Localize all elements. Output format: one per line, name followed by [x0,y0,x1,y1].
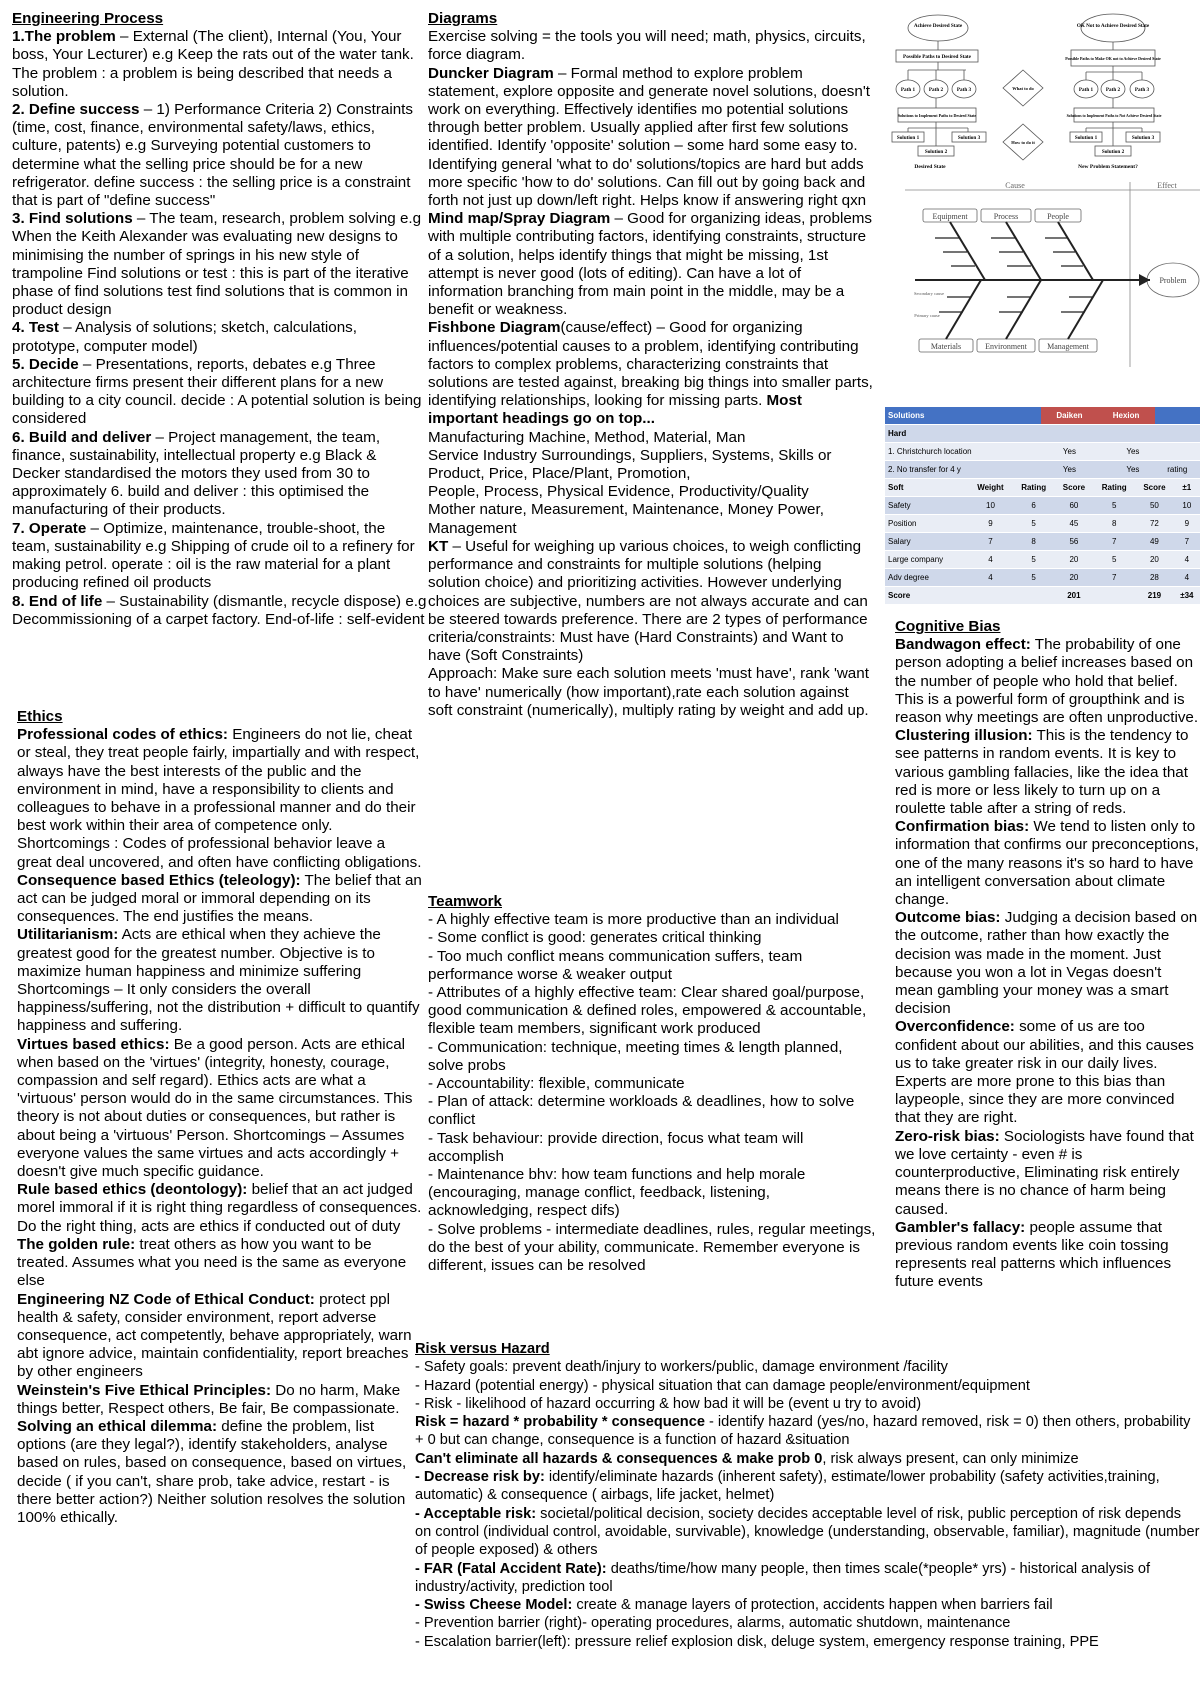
ethics-item-text: Acts are ethical when they achieve the greatest good for the greatest number. Objective is to maximize human happiness and minimize suffering Shortcomings – It only considers the overall happiness/suffering, not the distribution + difficult to quantify happiness and suffering. [17,926,420,1035]
risk-item-text: identify/eliminate hazards (inherent safety), estimate/lower probability (safety activities,training, automatic) & consequence ( airbags, life jacket, helmet) [415,1469,1160,1504]
engineering-step [12,520,427,593]
engineering-step-text: – Sustainability (dismantle, recycle dispose) e.g Decommissioning of a carpet factory. End-of-life : self-evident [12,592,427,628]
kt-cell: 9 [968,515,1012,533]
risk-item [415,1358,1200,1376]
diagrams-section [428,10,875,720]
risk-title: Risk versus Hazard [415,1341,550,1357]
teamwork-item: - Too much conflict means communication suffers, team performance worse & weaker output [428,947,803,983]
risk-item-text: deaths/time/how many people, then times scale(*people* yrs) - historical analysis of industry/activity, prediction tool [415,1560,1151,1595]
risk-item-text: - Prevention barrier (right)- operating procedures, alarms, automatic shutdown, maintenance [415,1615,1011,1632]
mindmap-heading: Mind map/Spray Diagram [428,210,611,228]
ethics-item [17,1418,422,1527]
ethics-item [17,1291,422,1382]
bias-item-heading: Outcome bias: [895,909,1001,927]
solution-3-label: Solution 3 [1131,135,1155,141]
left-goal-label: Achieve Desired State [913,23,963,29]
kt-row [885,515,1200,533]
ethics-item-heading: Virtues based ethics: [17,1035,170,1053]
bias-item [895,818,1200,909]
environment-label: Environment [985,342,1027,351]
bias-item-text: some of us are too confident about our abilities, and this causes us to take greater risk in our daily lives. Experts are more prone to this bias than laypeople, since they are more convinced that they are right. [895,1018,1194,1127]
mindmap-paragraph [428,210,875,319]
ethics-item-text: belief that an act judged morel immoral if it is right thing regardless of consequences. Do the right thing, acts are ethics if conducted out of duty [17,1181,422,1235]
kt-cell: Yes [1041,461,1097,479]
materials-label: Materials [930,342,962,351]
teamwork-item: - Attributes of a highly effective team: Clear shared goal/purpose, good communication & defined roles, empowered & accountable, flexible team members, significant work produced [428,984,867,1038]
solution-1-label: Solution 1 [1074,135,1098,141]
engineering-step-heading: 8. End of life [12,592,103,610]
teamwork-section [428,893,878,1275]
cognitive-bias-section [895,618,1200,1292]
engineering-step [12,429,427,520]
bias-item [895,727,1200,818]
risk-item [415,1450,1200,1468]
kt-cell: 20 [1055,569,1093,587]
kt-cell: 20 [1055,551,1093,569]
kt-cell: 28 [1135,569,1173,587]
kt-cell: 50 [1135,497,1173,515]
kt-cell: 5 [1093,551,1135,569]
kt-header-cell: Daiken [1041,407,1097,425]
engineering-step [12,593,427,629]
risk-item-heading: - FAR (Fatal Accident Rate): [415,1560,607,1577]
teamwork-item: - Some conflict is good: generates critical thinking [428,929,762,947]
ethics-item-text: Be a good person. Acts are ethical when based on the 'virtues' (integrity, honesty, courage, compassion and self regard). Ethics acts are what a 'virtuous' person would do in the same circumstances. This theory is not about duties or consequences, but rather is about being a 'virtuous' Person. Shortcomings – Assumes everyone values the same virtues and acts accordingly + doesn't give much specific guidance. [17,1035,413,1181]
risk-item-text: , risk always present, can only minimize [822,1450,1079,1467]
risk-item [415,1468,1200,1505]
kt-cell: Salary [885,533,968,551]
engineering-step-heading: 7. Operate [12,519,87,537]
risk-item-text: - Escalation barrier(left): pressure relief explosion disk, deluge system, emergency response training, PPE [415,1633,1099,1650]
engineering-step-heading: 5. Decide [12,355,79,373]
risk-item [415,1614,1200,1632]
ethics-item-text: treat others as how you want to be treated. Assumes what you need is the same as everyone else [17,1235,407,1290]
kt-cell: 45 [1055,515,1093,533]
path-2-label: Path 2 [928,87,944,93]
engineering-step-heading: 4. Test [12,319,59,337]
bias-item-heading: Bandwagon effect: [895,636,1031,654]
kt-cell: 4 [1174,569,1200,587]
risk-item [415,1377,1200,1395]
kt-cell: 20 [1135,551,1173,569]
diagrams-title: Diagrams [428,10,498,27]
kt-approach: Approach: Make sure each solution meets 'must have', rank 'want to have' numerically (how important),rate each solution against soft constraint (numerically), multiply rating by weight and add up. [428,665,869,719]
ethics-item-heading: Professional codes of ethics: [17,726,228,744]
risk-item-text: - identify hazard (yes/no, hazard removed, risk = 0) then others, probability + 0 but can change, consequence is a function of hazard &situation [415,1414,1191,1449]
engineering-step-text: – External (The client), Internal (You, Your boss, Your Lecturer) e.g Keep the rats out of the water tank. The problem : a problem is being described that needs a solution. [12,28,414,100]
bias-item-text: Sociologists have found that we love certainty - even # is counterproductive, Eliminating risk entirely means there is no chance of harm being caused. [895,1127,1194,1218]
ethics-item-text: Engineers do not lie, cheat or steal, they treat people fairly, impartially and with respect, always have the best interests of the public and the environment in mind, have a responsibility to clients and colleagues to behave in a professional manner and do their best work within their area of competence only. Shortcomings : Codes of professional behavior leave a great deal uncovered, and often have conflicting obligations. [17,726,422,871]
fishbone-paragraph [428,319,875,428]
kt-cell: Adv degree [885,569,968,587]
desired-state-caption: Desired State [914,164,946,170]
kt-subhead-cell: Rating [1093,479,1135,497]
ethics-item [17,726,422,872]
kt-decision-table [885,407,1200,605]
bias-item-heading: Gambler's fallacy: [895,1218,1026,1236]
kt-cell: 7 [1093,533,1135,551]
risk-item [415,1596,1200,1614]
engineering-step-text: – Presentations, reports, debates e.g Three architecture firms present their different plans for a new building to a city council. decide : A potential solution is being considered [12,355,422,428]
bias-item [895,1018,1200,1127]
teamwork-item: - Task behaviour: provide direction, focus what team will accomplish [428,1129,804,1165]
solution-2-label: Solution 2 [1101,149,1125,155]
risk-item-heading: Risk = hazard * probability * consequence [415,1414,705,1431]
risk-item-text: societal/political decision, society decides acceptable level of risk, public perception of risk depends on control (individual control, avoidable, survivable), knowledge (understanding, observable, familiar), magnitude (number of people exposed) & others [415,1505,1200,1559]
fishbone-emphasis: Most important headings go on top... [428,392,802,428]
ethics-item [17,1382,422,1418]
teamwork-item: - Maintenance bhv: how team functions and help morale (encouraging, manage conflict, feedback, listening, acknowledging, respect difs) [428,1166,806,1220]
cognitive-bias-list [895,636,1200,1291]
engineering-step-text: – Analysis of solutions; sketch, calculations, prototype, computer model) [12,319,357,355]
engineering-step-text: – The team, research, problem solving e.g When the Keith Alexander was evaluating new designs to minimising the number of springs in his new style of trampoline Find solutions or test : this is part of the iterative phase of find solutions test find solutions that is common in product design [12,210,422,319]
kt-cell: Yes [1111,443,1154,461]
left-impl-label: Solutions to Implement Paths to Desired State [897,113,977,118]
bias-item [895,1128,1200,1219]
kt-subhead-cell: Weight [968,479,1012,497]
secondary-cause-label: Secondary cause [913,291,945,296]
kt-cell: 7 [1174,533,1200,551]
ethics-item [17,926,422,1035]
kt-row [885,533,1200,551]
teamwork-title: Teamwork [428,893,502,910]
people-label: People [1047,212,1069,221]
kt-subhead-cell: Score [1055,479,1093,497]
kt-cell: 56 [1055,533,1093,551]
engineering-step-heading: 1.The problem [12,28,116,46]
kt-cell: 2. No transfer for 4 y [885,461,1041,479]
ethics-item-text: protect ppl health & safety, consider environment, report adverse consequence, act competently, behave appropriately, warn abt ignore advice, maintain confidentiality, report breaches by other engineers [17,1290,412,1381]
kt-cell: Yes [1041,443,1097,461]
engineering-step-text: – 1) Performance Criteria 2) Constraints (time, cost, finance, environmental safety/laws, ethics, culture, patents) e.g Surveying potential customers to determine what the selling price should be for a new refrigerator. define success : the selling price is a constraint that is part of "define success" [12,101,413,210]
ethics-item-heading: Utilitarianism: [17,926,119,944]
bias-item-heading: Overconfidence: [895,1018,1015,1036]
bias-item-text: This is the tendency to see patterns in random events. It is key to various gambling fallacies, like the idea that red is more or less likely to turn up on a roulette table after a string of reds. [895,727,1189,818]
bias-item-text: Judging a decision based on the outcome, rather than how exactly the decision was made in the moment. Just because you won a lot in Vegas doesn't mean gambling your money was a smart decision [895,909,1198,1018]
engineering-process-title: Engineering Process [12,10,164,27]
risk-item-heading: - Decrease risk by: [415,1469,545,1486]
engineering-step-text: – Project management, the team, finance, sustainability, intellectual property e.g Black & Decker standardised the motors they used from 30 to approximately 6. build and deliver : this optimised the manufacturing of their products. [12,428,381,519]
kt-cell: 5 [1093,497,1135,515]
bias-item-text: The probability of one person adopting a belief increases based on the number of people who hold that belief. This is a powerful form of groupthink and is reason why meetings are often unproductive. [895,636,1199,727]
engineering-process-list [12,28,427,629]
kt-cell [1013,587,1055,605]
problem-label: Problem [1159,276,1187,285]
risk-item [415,1413,1200,1450]
fishbone-heading: Fishbone Diagram [428,319,561,337]
path-2-label: Path 2 [1105,87,1121,93]
kt-header-cell: Hexion [1098,407,1155,425]
diagrams-intro: Exercise solving = the tools you will need; math, physics, circuits, force diagram. [428,28,866,64]
engineering-step [12,210,427,319]
right-goal-label: OK Not to Achieve Desired State [1076,23,1150,29]
kt-cell: 10 [1174,497,1200,515]
path-3-label: Path 3 [1134,87,1150,93]
kt-cell: 10 [968,497,1012,515]
process-label: Process [993,212,1019,221]
kt-subhead-cell: Rating [1013,479,1055,497]
ethics-section [17,708,422,1527]
risk-item [415,1395,1200,1413]
kt-row [885,569,1200,587]
ethics-item-heading: The golden rule: [17,1235,136,1253]
kt-cell: Score [885,587,968,605]
risk-item-text: - Hazard (potential energy) - physical situation that can damage people/environment/equipment [415,1377,1030,1394]
ethics-item [17,872,422,927]
risk-item [415,1505,1200,1560]
duncker-heading: Duncker Diagram [428,64,554,82]
cause-label: Cause [1005,182,1025,190]
bias-item-text: people assume that previous random events like coin tossing represents real patterns which influences future events [895,1218,1172,1291]
kt-hard-label: Hard [885,425,1200,443]
kt-cell: 49 [1135,533,1173,551]
ethics-title: Ethics [17,708,63,725]
kt-subhead-cell: Score [1135,479,1173,497]
kt-cell: Safety [885,497,968,515]
teamwork-item: - Communication: technique, meeting times & length planned, solve probs [428,1038,843,1074]
risk-item [415,1633,1200,1651]
kt-header-cell: Solutions [885,407,1041,425]
engineering-step [12,101,427,210]
kt-cell: 8 [1013,533,1055,551]
path-1-label: Path 1 [900,87,916,93]
left-paths-label: Possible Paths to Desired State [903,54,971,60]
kt-cell: 4 [968,551,1012,569]
kt-cell: 4 [968,569,1012,587]
kt-row [885,497,1200,515]
kt-cell: Large company [885,551,968,569]
teamwork-item: - Accountability: flexible, communicate [428,1075,685,1093]
kt-cell [968,587,1012,605]
right-impl-label: Solutions to Implement Paths to Not Achieve Desired State [1066,114,1162,118]
duncker-paragraph [428,65,875,211]
risk-section [415,1340,1200,1651]
ethics-item [17,1181,422,1236]
risk-list [415,1358,1200,1651]
teamwork-list [428,911,878,1275]
kt-paragraph [428,538,875,665]
kt-cell: 5 [1013,551,1055,569]
engineering-step-heading: 3. Find solutions [12,210,133,228]
kt-subhead-cell: Soft [885,479,968,497]
teamwork-item: - Plan of attack: determine workloads & deadlines, how to solve conflict [428,1093,855,1129]
management-label: Management [1047,342,1089,351]
kt-subhead-cell: ±1 [1174,479,1200,497]
kt-text: – Useful for weighing up various choices, to weigh conflicting performance and constraints for multiple solutions (helping solution choice) and prioritizing activities. However underlying choices are subjective, numbers are not always accurate and can be steered towards preference. There are 2 types of performance criteria/constraints: Must have (Hard Constraints) and Want to have (Soft Constraints) [428,537,868,665]
kt-cell: 5 [1013,569,1055,587]
ethics-item-heading: Weinstein's Five Ethical Principles: [17,1381,272,1399]
bias-item-heading: Clustering illusion: [895,727,1033,745]
kt-row [885,587,1200,605]
engineering-process-section [12,10,427,629]
bias-item-text: We tend to listen only to information that confirms our preconceptions, one of the many reasons it's so hard to have an intelligent conversation about climate change. [895,818,1199,909]
bias-item [895,636,1200,727]
kt-cell: 7 [1093,569,1135,587]
kt-cell: 219 [1135,587,1173,605]
engineering-step-text: – Optimize, maintenance, trouble-shoot, the team, sustainability e.g Shipping of crude oil to a refinery for making petrol. operate : oil is the raw material for a plant producing refined oil products [12,519,415,592]
risk-item [415,1560,1200,1597]
kt-cell: ±34 [1174,587,1200,605]
solution-3-label: Solution 3 [957,135,981,141]
kt-cell: 7 [968,533,1012,551]
duncker-diagram [888,8,1200,178]
cognitive-bias-title: Cognitive Bias [895,618,1001,635]
ethics-item-heading: Engineering NZ Code of Ethical Conduct: [17,1290,315,1308]
engineering-step [12,28,427,101]
kt-cell: 8 [1093,515,1135,533]
risk-item-text: - Risk - likelihood of hazard occurring & how bad it will be (event u try to avoid) [415,1395,922,1412]
ethics-item [17,1236,422,1291]
kt-cell: 5 [1013,515,1055,533]
how-to-do-label: How to do it [1011,140,1035,145]
bias-item-heading: Zero-risk bias: [895,1127,1000,1145]
ethics-item-text: The belief that an act can be judged moral or immoral depending on its consequences. The end justifies the means. [17,871,422,926]
ethics-item-heading: Rule based ethics (deontology): [17,1181,248,1199]
ethics-item [17,1036,422,1182]
effect-label: Effect [1157,182,1177,190]
kt-cell: Yes [1111,461,1154,479]
ethics-item-heading: Solving an ethical dilemma: [17,1417,218,1435]
kt-cell: 60 [1055,497,1093,515]
fishbone-diagram [905,182,1200,367]
ethics-list [17,726,422,1527]
path-3-label: Path 3 [956,87,972,93]
ethics-item-text: Do no harm, Make things better, Respect others, Be fair, Be compassionate. [17,1381,401,1417]
ethics-item-text: define the problem, list options (are they legal?), identify stakeholders, analyse based on rules, based on consequence, based on virtues, decide ( if you can't, share prob, take advice, restart - is there better action?) Neither solution resolves the solution 100% ethically. [17,1417,407,1526]
bias-item-heading: Confirmation bias: [895,818,1030,836]
right-paths-label: Possible Paths to Make OK not to Achieve Desired State [1065,56,1161,61]
solution-1-label: Solution 1 [896,135,920,141]
fishbone-text: (cause/effect) – Good for organizing influences/potential causes to a problem, identifying contributing factors to complex problems, characterizing constraints that solutions are tested against, breaking big things into smaller parts, identifying relationships, looking for missing parts. [428,319,873,410]
equipment-label: Equipment [932,212,968,221]
risk-item-heading: Can't eliminate all hazards & consequences & make prob 0 [415,1450,823,1467]
kt-row [885,551,1200,569]
path-1-label: Path 1 [1078,87,1094,93]
bias-item [895,909,1200,1018]
engineering-step-heading: 2. Define success [12,101,140,119]
bias-item [895,1219,1200,1292]
kt-cell: 9 [1174,515,1200,533]
kt-heading: KT [428,537,449,555]
solution-2-label: Solution 2 [924,149,948,155]
fishbone-line: Mother nature, Measurement, Maintenance, Money Power, Management [428,501,824,537]
kt-cell: 6 [1013,497,1055,515]
engineering-step-heading: 6. Build and deliver [12,428,152,446]
fishbone-line: Service Industry Surroundings, Suppliers, Systems, Skills or Product, Price, Place/Plant, Promotion, [428,446,832,483]
fishbone-line: People, Process, Physical Evidence, Productivity/Quality [428,483,809,501]
primary-cause-label: Primary cause [914,313,940,318]
risk-item-heading: - Swiss Cheese Model: [415,1597,573,1614]
engineering-step [12,319,427,355]
risk-item-heading: - Acceptable risk: [415,1505,537,1522]
kt-cell: 1. Christchurch location [885,443,1041,461]
kt-cell: 72 [1135,515,1173,533]
fishbone-line: Manufacturing Machine, Method, Material, Man [428,428,746,446]
kt-cell: 201 [1055,587,1093,605]
what-to-do-label: What to do [1012,86,1034,91]
duncker-text: – Formal method to explore problem statement, explore opposite and generate novel solutions, doesn't work on everything. Effectively identifies mo potential solutions through better problem. Usually applied after first few solutions identified. Identify 'opposite' solution – some hard some easy to. Identifying general 'what to do' solutions/topics are hard but adds more specific 'how to do' solutions. Can fill out by going back and forth not just up down/left right. Helps know if answering right qxn [428,64,870,210]
new-problem-caption: New Problem Statement? [1078,164,1138,170]
kt-soft-table [885,479,1200,605]
teamwork-item: - A highly effective team is more productive than an individual [428,911,839,929]
teamwork-item: - Solve problems - intermediate deadlines, rules, regular meetings, do the best of your ability, communicate. Remember everyone is different, issues can be resolved [428,1220,876,1275]
kt-cell: rating [1155,461,1200,479]
kt-cell: Position [885,515,968,533]
kt-cell: 4 [1174,551,1200,569]
engineering-step [12,356,427,429]
risk-item-text: create & manage layers of protection, accidents happen when barriers fail [572,1597,1053,1614]
ethics-item-heading: Consequence based Ethics (teleology): [17,871,301,889]
kt-cell [1093,587,1135,605]
risk-item-text: - Safety goals: prevent death/injury to workers/public, damage environment /facility [415,1359,948,1376]
mindmap-text: – Good for organizing ideas, problems with multiple contributing factors, identifying constraints, structure of a solution, helps identify things that might be missing, 1st attempt is never good (lots of editing). Can have a lot of information branching from main point in the middle, may be a benefit or weakness. [428,210,873,319]
